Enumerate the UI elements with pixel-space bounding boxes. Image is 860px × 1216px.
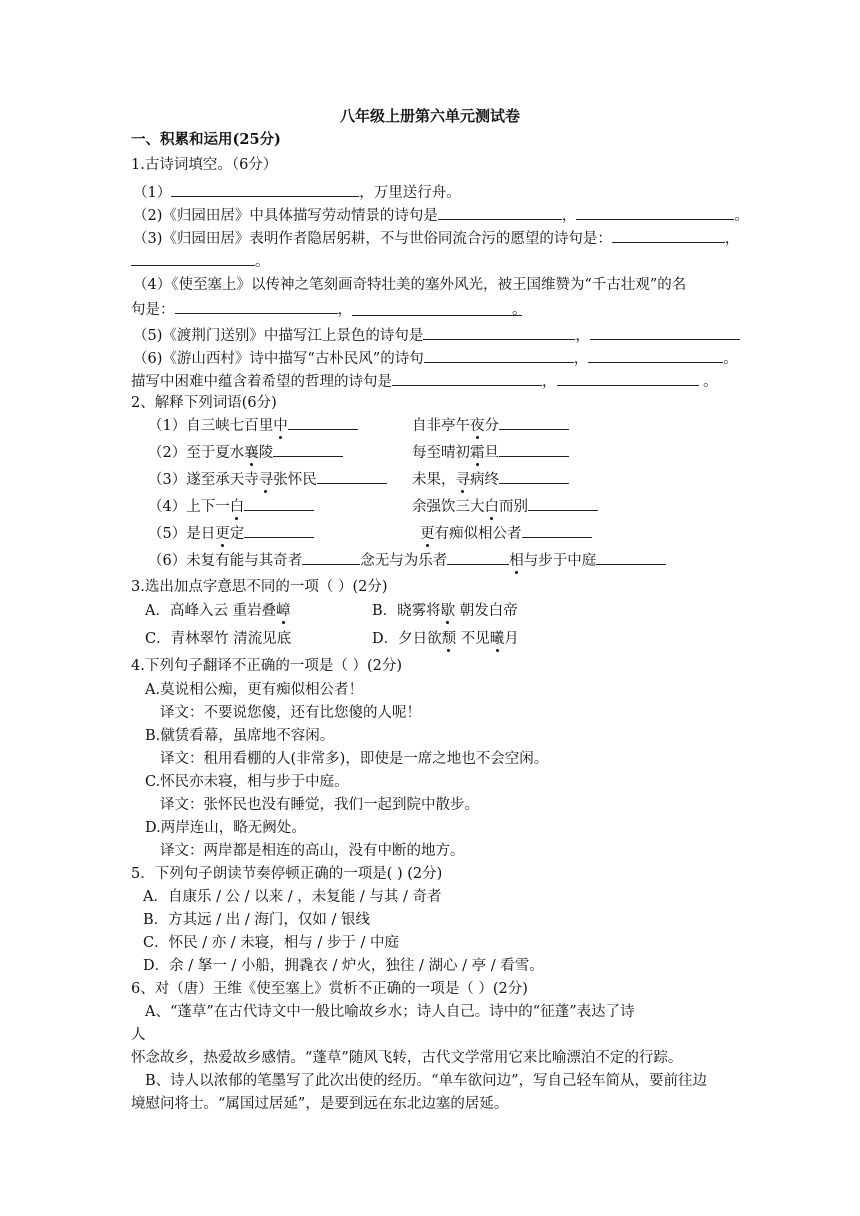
answer-blank[interactable]	[612, 227, 725, 243]
q3-option-a[interactable]: A．高峰入云 重岩叠嶂	[145, 603, 291, 619]
answer-blank[interactable]	[175, 298, 338, 314]
q4-translation: 译文：不要说您傻，还有比您傻的人呢！	[160, 705, 421, 721]
q6-option-a[interactable]: A、“蓬草”在古代诗文中一般比喻故乡水；诗人自己。诗中的“征蓬”表达了诗	[145, 1004, 635, 1020]
q2-row: （5）是日更定	[148, 522, 314, 544]
answer-blank[interactable]	[131, 250, 255, 266]
q5-option-a[interactable]: A．自康乐 / 公 / 以来 / ，未复能 / 与其 / 奇者	[143, 889, 442, 905]
answer-blank[interactable]	[438, 204, 562, 220]
q2-row: 余强饮三大白而别	[412, 495, 598, 517]
answer-blank[interactable]	[499, 441, 569, 457]
q4-option-b[interactable]: B.僦赁看幕，虽席地不容闲。	[145, 728, 335, 744]
question-1-heading: 1.古诗词填空。（6分）	[131, 157, 278, 173]
answer-blank[interactable]	[522, 522, 592, 538]
answer-blank[interactable]: 。	[352, 300, 522, 316]
answer-blank[interactable]	[244, 522, 314, 538]
q4-translation: 译文：两岸都是相连的高山，没有中断的地方。	[160, 843, 465, 859]
q1-line-5: （5)《渡荆门送别》中描写江上景色的诗句是 ，	[133, 324, 740, 346]
answer-blank[interactable]	[288, 414, 358, 430]
q4-option-c[interactable]: C.怀民亦未寝，相与步于中庭。	[145, 774, 349, 790]
answer-blank[interactable]	[588, 347, 723, 363]
answer-blank[interactable]	[557, 370, 699, 386]
answer-blank[interactable]	[499, 414, 569, 430]
q6-text: 怀念故乡，热爱故乡感情。“蓬草”随风飞转，古代文学常用它来比喻漂泊不定的行踪。	[131, 1050, 683, 1066]
answer-blank[interactable]	[447, 549, 509, 565]
section-heading: 一、积累和运用(25分)	[131, 131, 281, 148]
answer-blank[interactable]	[499, 468, 569, 484]
q5-option-c[interactable]: C．怀民 / 亦 / 未寝，相与 / 步于 / 中庭	[143, 935, 400, 951]
question-6-heading: 6、对（唐）王维《使至塞上》赏析不正确的一项是（ ）(2分)	[131, 981, 528, 997]
q2-row: （3）遂至承天寺寻张怀民	[148, 468, 387, 490]
q1-line-2: （2)《归园田居》中具体描写劳动情景的诗句是 ， 。	[133, 204, 749, 226]
question-3-heading: 3.选出加点字意思不同的一项（ ）(2分)	[131, 579, 388, 595]
q6-text: 人	[131, 1027, 146, 1043]
q3-option-c[interactable]: C．青林翠竹 清流见底	[145, 631, 292, 647]
answer-blank[interactable]	[423, 324, 575, 340]
q2-row: （4）上下一白	[148, 495, 314, 517]
q6-text: 境慰问将士。“属国过居延”，是要到远在东北边塞的居延。	[131, 1096, 509, 1112]
q3-option-d[interactable]: D．夕日欲颓 不见曦月	[372, 631, 519, 647]
question-2-heading: 2、解释下列词语(6分)	[131, 395, 277, 411]
question-5-heading: 5．下列句子朗读节奏停顿正确的一项是( ) (2分)	[131, 866, 443, 882]
q2-row-6: （6）未复有能与其奇者 念无与为乐者 相与步于中庭	[148, 549, 666, 571]
q1-line-3b: 。	[131, 250, 270, 272]
q5-option-b[interactable]: B．方其远 / 出 / 海门，仅如 / 银线	[143, 912, 370, 928]
q2-row: 每至晴初霜旦	[412, 441, 569, 463]
q2-row: 更有痴似相公者	[420, 522, 592, 544]
page-title: 八年级上册第六单元测试卷	[339, 107, 520, 125]
answer-blank[interactable]	[528, 495, 598, 511]
answer-blank[interactable]	[590, 324, 740, 340]
q1-line-6: （6)《游山西村》诗中描写“古朴民风”的诗句 ， 。	[133, 347, 738, 369]
answer-blank[interactable]	[171, 181, 359, 197]
answer-blank[interactable]	[424, 347, 574, 363]
q4-option-a[interactable]: A.莫说相公痴，更有痴似相公者！	[145, 682, 364, 698]
q3-option-b[interactable]: B．晓雾将歇 朝发白帝	[372, 603, 518, 619]
answer-blank[interactable]	[302, 549, 360, 565]
answer-blank[interactable]	[317, 468, 387, 484]
q2-row: （1）自三峡七百里中	[148, 414, 358, 436]
q2-row: （2）至于夏水襄陵	[148, 441, 343, 463]
q1-line-1: （1） ，万里送行舟。	[133, 181, 461, 203]
q2-row: 自非亭午夜分	[412, 414, 569, 436]
answer-blank[interactable]	[596, 549, 666, 565]
q4-option-d[interactable]: D.两岸连山，略无阙处。	[145, 820, 306, 836]
q2-row: 未果，寻病终	[412, 468, 569, 490]
answer-blank[interactable]	[273, 441, 343, 457]
q5-option-d[interactable]: D．余 / 拏一 / 小船，拥毳衣 / 炉火，独往 / 湖心 / 亭 / 看雪。	[143, 958, 544, 974]
q1-line-7: 描写中困难中蕴含着希望的哲理的诗句是 ， 。	[131, 370, 718, 392]
q6-option-b[interactable]: B、诗人以浓郁的笔墨写了此次出使的经历。“单车欲问边”，写自己轻车简从，要前往边	[145, 1073, 707, 1089]
answer-blank[interactable]	[392, 370, 542, 386]
answer-blank[interactable]	[576, 204, 734, 220]
answer-blank[interactable]	[244, 495, 314, 511]
q1-line-4b: 句是： ， 。	[131, 298, 522, 320]
question-4-heading: 4.下列句子翻译不正确的一项是（ ）(2分)	[131, 658, 402, 674]
q1-line-3: （3)《归园田居》表明作者隐居躬耕，不与世俗同流合污的愿望的诗句是： ，	[133, 227, 739, 249]
q4-translation: 译文：张怀民也没有睡觉，我们一起到院中散步。	[160, 797, 479, 813]
q1-line-4: （4）《使至塞上》以传神之笔刻画奇特壮美的塞外风光，被王国维赞为“千古壮观”的名	[133, 277, 687, 293]
q4-translation: 译文：租用看棚的人(非常多)，即使是一席之地也不会空闲。	[160, 751, 549, 767]
